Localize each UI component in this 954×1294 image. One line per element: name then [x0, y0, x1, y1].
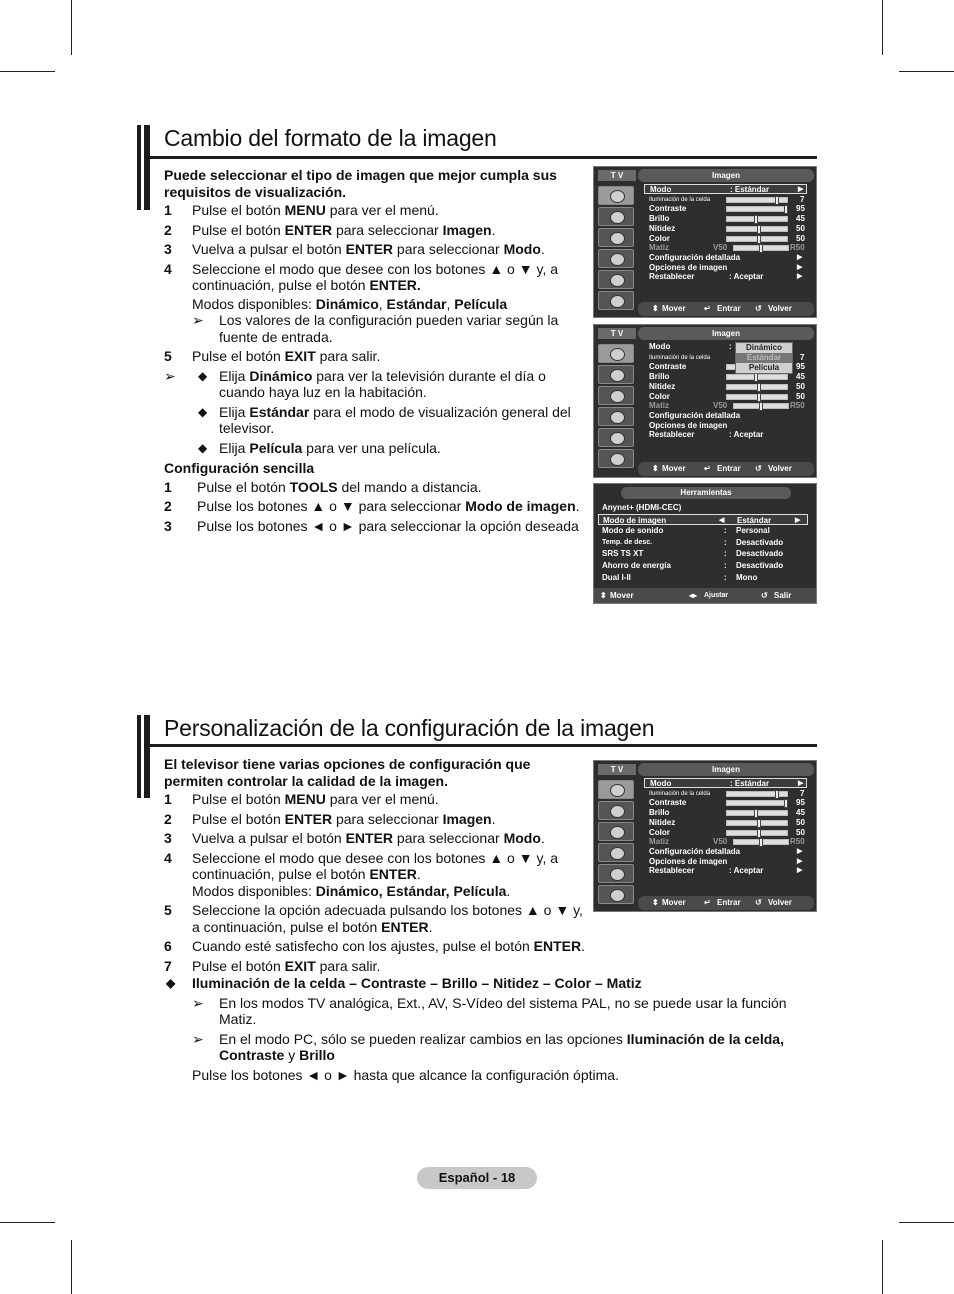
slider-knob [757, 829, 761, 838]
step: 4 Seleccione el modo que desee con los botones ▲ o ▼ y, a continuación, pulse el botón ENTER. [164, 849, 559, 882]
updown-icon: ⬍ [600, 591, 607, 600]
osd-footer: ⬍ Mover ↵ Entrar ↺ Volver [638, 462, 814, 476]
slider-knob [784, 205, 788, 214]
slider [733, 245, 789, 251]
diamond-icon: ◆ [166, 976, 176, 990]
slider [733, 839, 789, 845]
crop-mark [899, 1222, 954, 1223]
enter-icon: ↵ [704, 464, 711, 473]
step: 7 Pulse el botón EXIT para salir. [164, 957, 381, 974]
bullet: ◆ Iluminación de la celda – Contraste – Brillo – Nitidez – Color – Matiz [166, 975, 642, 991]
osd-menu: Modo : Iluminación de la celda 7 Contraste 95 Brillo 45 Nitidez 50 Color 50 Matiz V50 R50 Configuración detallada Opciones de imagen Restablecer : Aceptar [649, 342, 805, 439]
slider-knob [759, 838, 763, 847]
step: 2 Pulse el botón ENTER para seleccionar Imagen. [164, 221, 496, 238]
section-rule [150, 156, 817, 159]
slider [726, 791, 788, 797]
tools-row[interactable]: Modo de imagen ◀ Estándar ▶ [598, 514, 808, 525]
note: ➢ En los modos TV analógica, Ext., AV, S-Vídeo del sistema PAL, no se puede usar la función Matiz. [192, 994, 787, 1027]
tools-footer: ⬍ Mover ◂▸ Ajustar ↺ Salir [594, 588, 816, 603]
section2-text [164, 756, 586, 977]
modes-line: Modos disponibles: Dinámico, Estándar, Película [192, 295, 508, 312]
section-bar [137, 715, 141, 798]
crop-mark [0, 71, 55, 72]
tools-title: Herramientas [621, 487, 791, 499]
osd-title: Imagen [638, 169, 814, 182]
crop-mark [899, 71, 954, 72]
diamond-icon: ◆ [198, 368, 208, 383]
slider-knob [759, 402, 763, 411]
enter-icon: ↵ [704, 898, 711, 907]
slider [726, 216, 788, 222]
input-icon [598, 864, 634, 883]
slider-knob [757, 383, 761, 392]
slider-knob [754, 809, 758, 818]
arrow-icon: ➢ [192, 994, 204, 1011]
step: 5 Seleccione la opción adecuada pulsando los botones ▲ o ▼ y, a continuación, pulse el botón ENTER. [164, 902, 583, 935]
osd-picture-menu [593, 166, 817, 318]
arrow-icon: ➢ [192, 1030, 204, 1047]
bullet: ◆ Elija Estándar para el modo de visualización general del televisor. [198, 403, 571, 436]
section-bar [137, 125, 141, 210]
input-icon [598, 428, 634, 447]
crop-mark [882, 1240, 883, 1294]
sound-icon [598, 207, 634, 226]
input-icon [598, 270, 634, 289]
picture-icon [598, 780, 634, 799]
enter-icon: ↵ [704, 304, 711, 313]
slider-knob [757, 225, 761, 234]
diamond-icon: ◆ [198, 440, 208, 455]
channel-icon [598, 228, 634, 247]
step: 1 Pulse el botón MENU para ver el menú. [164, 202, 439, 218]
section-title: Personalización de la configuración de la imagen [164, 715, 655, 741]
tv-label: T V [598, 170, 636, 181]
intro: El televisor tiene varias opciones de configuración que permiten controlar la calidad de la imagen. [164, 756, 531, 789]
slider [726, 374, 788, 380]
return-icon: ↺ [755, 898, 762, 907]
arrow-right-icon: ▶ [797, 867, 803, 874]
arrow-icon: ➢ [192, 312, 204, 328]
slider [726, 820, 788, 826]
osd-icons [594, 183, 638, 303]
slider [726, 810, 788, 816]
arrow-right-icon: ▶ [797, 264, 803, 271]
slider [726, 226, 788, 232]
bullet: ◆ Elija Película para ver una película. [198, 439, 441, 456]
page-number: Español - 18 [417, 1167, 537, 1189]
section1-text [164, 167, 586, 537]
step: 3 Vuelva a pulsar el botón ENTER para seleccionar Modo. [164, 830, 545, 846]
modes-line: Modos disponibles: Dinámico, Estándar, Película. [192, 882, 511, 899]
step: 3 Pulse los botones ◄ o ► para seleccionar la opción deseada [164, 517, 579, 534]
note: ➢ En el modo PC, sólo se pueden realizar cambios en las opciones Iluminación de la celda, Contraste y Brillo [192, 1030, 784, 1063]
step: 4 Seleccione el modo que desee con los botones ▲ o ▼ y, a continuación, pulse el botón ENTER. [164, 260, 559, 293]
section-bar [144, 125, 150, 210]
step: 5 Pulse el botón EXIT para salir. [164, 348, 381, 364]
arrow-left-icon: ◀ [719, 517, 725, 524]
crop-mark [71, 1240, 72, 1294]
slider-knob [775, 790, 779, 799]
subheading: Configuración sencilla [164, 460, 315, 476]
application-icon [598, 449, 634, 468]
picture-icon [598, 186, 634, 205]
return-icon: ↺ [755, 304, 762, 313]
updown-icon: ⬍ [652, 304, 659, 313]
crop-mark [71, 0, 72, 55]
step: 1 Pulse el botón TOOLS del mando a distancia. [164, 478, 482, 495]
return-icon: ↺ [761, 591, 768, 600]
slider-knob [754, 215, 758, 224]
diamond-icon: ◆ [198, 404, 208, 419]
arrow-right-icon: ▶ [797, 273, 803, 280]
step: 3 Vuelva a pulsar el botón ENTER para seleccionar Modo. [164, 241, 545, 257]
slider-knob [775, 196, 779, 205]
step: 2 Pulse el botón ENTER para seleccionar Imagen. [164, 810, 496, 827]
slider-knob [759, 244, 763, 253]
osd-menu: Modo : Estándar ▶ Iluminación de la celda 7 Contraste 95 Brillo 45 Nitidez 50 Color 50 Matiz V50 R50 Configuración detallada ▶ Opciones de imagen ▶ Restablecer : Aceptar ▶ [647, 777, 813, 895]
picture-icon [598, 344, 634, 363]
slider [726, 384, 788, 390]
return-icon: ↺ [755, 464, 762, 473]
arrow-right-icon: ▶ [795, 517, 801, 524]
menu-row-modo[interactable]: Modo : Estándar ▶ [644, 184, 807, 194]
setup-icon [598, 407, 634, 426]
osd-menu: Modo : Estándar ▶ Iluminación de la celda 7 Contraste 95 Brillo 45 Nitidez 50 Color 50 Matiz V50 R50 Configuración detallada ▶ Opciones de imagen ▶ Restablecer : Aceptar ▶ [647, 183, 813, 301]
step: 1 Pulse el botón MENU para ver el menú. [164, 791, 439, 807]
osd-picture-mode-popup [593, 324, 817, 478]
osd-footer: ⬍ Mover ↵ Entrar ↺ Volver [638, 896, 814, 910]
osd-picture-menu [593, 760, 817, 912]
slider-knob [757, 819, 761, 828]
sound-icon [598, 365, 634, 384]
popup-option-selected[interactable]: Estándar [736, 353, 792, 363]
slider [726, 394, 788, 400]
application-icon [598, 291, 634, 310]
osd-icons [594, 777, 638, 897]
section-rule [150, 744, 817, 747]
osd-title: Imagen [638, 763, 814, 776]
slider-knob [757, 235, 761, 244]
arrow-right-icon: ▶ [798, 186, 804, 193]
step: 6 Cuando esté satisfecho con los ajustes, pulse el botón ENTER. [164, 938, 586, 954]
slider-knob [784, 799, 788, 808]
slider-knob [754, 373, 758, 382]
slider-knob [757, 393, 761, 402]
mode-popup[interactable] [735, 342, 793, 374]
slider [733, 403, 789, 409]
arrow-right-icon: ▶ [797, 254, 803, 261]
channel-icon [598, 386, 634, 405]
section2-notes [164, 975, 814, 1083]
arrow-right-icon: ▶ [798, 780, 804, 787]
popup-option[interactable]: Dinámico [745, 343, 782, 352]
arrow-right-icon: ▶ [797, 858, 803, 865]
popup-option[interactable]: Película [748, 363, 780, 372]
bullet: ➢ ◆ Elija Dinámico para ver la televisión durante el día o cuando haya luz en la habitación. [164, 367, 546, 400]
crop-mark [882, 0, 883, 55]
channel-icon [598, 822, 634, 841]
final-line: Pulse los botones ◄ o ► hasta que alcance la configuración óptima. [192, 1066, 619, 1083]
osd-footer: ⬍ Mover ↵ Entrar ↺ Volver [638, 302, 814, 316]
step: 2 Pulse los botones ▲ o ▼ para seleccionar Modo de imagen. [164, 498, 580, 514]
intro: Puede seleccionar el tipo de imagen que mejor cumpla sus requisitos de visualización. [164, 167, 557, 200]
setup-icon [598, 843, 634, 862]
application-icon [598, 885, 634, 904]
crop-mark [0, 1222, 55, 1223]
arrow-right-icon: ▶ [797, 848, 803, 855]
slider [726, 197, 788, 203]
sound-icon [598, 801, 634, 820]
slider [726, 800, 788, 806]
section-title: Cambio del formato de la imagen [164, 125, 497, 151]
osd-tools-menu: Herramientas Anynet+ (HDMI-CEC) Modo de imagen ◀ Estándar ▶ Modo de sonido : Personal Temp. de desc. : Desactivado SRS TS XT : Desactivado Ahorro de energía : Desactivado Dual I-II : Mono ⬍ Mover ◂▸ Ajustar ↺ Salir [593, 483, 817, 604]
tv-label: T V [598, 328, 636, 339]
osd-title: Imagen [638, 327, 814, 340]
note: ➢ Los valores de la configuración pueden variar según la fuente de entrada. [192, 312, 559, 345]
osd-icons [594, 341, 638, 461]
slider [726, 206, 788, 212]
tv-label: T V [598, 764, 636, 775]
slider [726, 236, 788, 242]
updown-icon: ⬍ [652, 898, 659, 907]
arrow-icon: ➢ [164, 367, 176, 384]
leftright-icon: ◂▸ [689, 591, 698, 600]
slider [726, 830, 788, 836]
updown-icon: ⬍ [652, 464, 659, 473]
setup-icon [598, 249, 634, 268]
section-bar [144, 715, 150, 798]
menu-row-modo[interactable]: Modo : Estándar ▶ [644, 778, 807, 788]
